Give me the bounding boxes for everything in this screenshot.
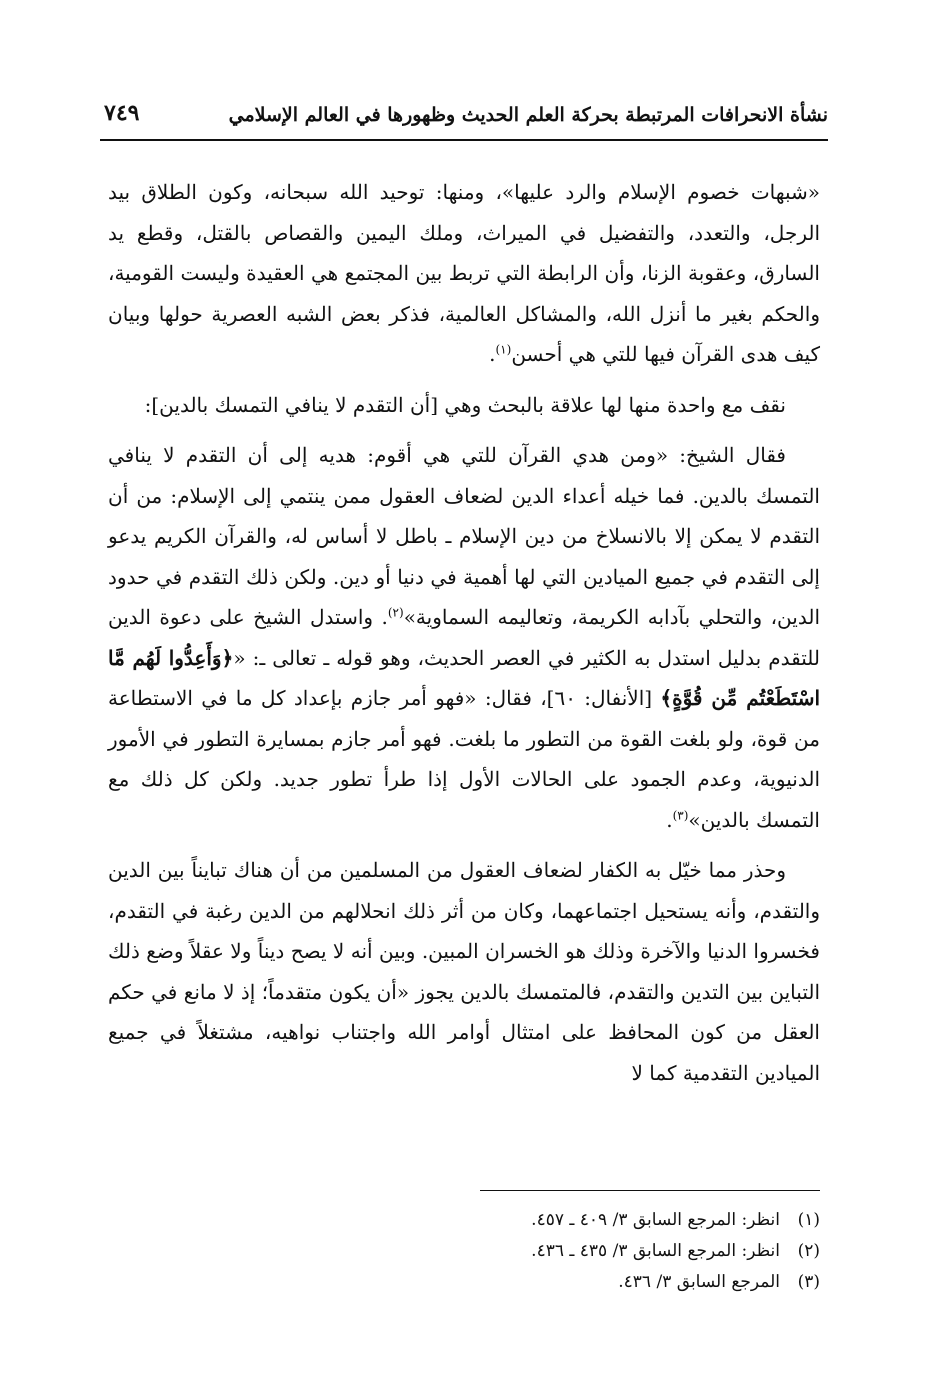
paragraph-text: نقف مع واحدة منها لها علاقة بالبحث وهي [أن التقدم لا ينافي التمسك بالدين]: <box>144 392 786 417</box>
footnote <box>380 1205 820 1236</box>
paragraph-text: . <box>489 342 496 366</box>
footnote-marker: (٣) <box>672 807 689 822</box>
footnote-text: انظر: المرجع السابق ٣/ ٤٣٥ ـ ٤٣٦. <box>531 1241 780 1261</box>
page-number: ٧٤٩ <box>104 100 140 126</box>
header-rule <box>100 139 828 141</box>
paragraph <box>108 435 820 840</box>
paragraph-text: فقال الشيخ: «ومن هدي القرآن للتي هي أقوم: هديه إلى أن التقدم لا ينافي التمسك بالدين. فما خيله أعداء الدين لضعاف العقول ممن ينتمي إلى الإسلام: من أن التقدم لا يمكن إلا بالانسلاخ من دين الإسلام ـ باطل لا أساس له، والقرآن الكريم يدعو إلى التقدم في جميع الميادين التي لها أهمية في دنيا أو دين. ولكن ذلك التقدم في حدود الدين، والتحلي بآدابه الكريمة، وتعاليمه السماوية» <box>108 443 820 629</box>
running-title: نشأة الانحرافات المرتبطة بحركة العلم الحديث وظهورها في العالم الإسلامي <box>228 104 828 126</box>
paragraph-text: «شبهات خصوم الإسلام والرد عليها»، ومنها: توحيد الله سبحانه، وكون الطلاق بيد الرجل، والتعدد، والتفضيل في الميراث، وملك اليمين والقصاص بالقتل، وقطع يد السارق، وعقوبة الزنا، وأن الرابطة التي تربط بين المجتمع هي العقيدة وليست القومية، والحكم بغير ما أنزل الله، والمشاكل العالمية، فذكر بعض الشبه العصرية حولها وبيان كيف هدى القرآن فيها للتي هي أحسن <box>108 180 821 366</box>
paragraph <box>108 172 820 375</box>
footnote <box>380 1236 820 1267</box>
footnotes <box>380 1205 820 1298</box>
footnote <box>380 1267 820 1298</box>
quran-verse: ﴿وَأَعِدُّوا لَهُم مَّا اسْتَطَعْتُم مِّن قُوَّةٍ﴾ <box>108 645 821 710</box>
footnote-separator <box>480 1190 820 1191</box>
paragraph-text: [الأنفال: ٦٠]، فقال: «فهو أمر جازم بإعداد كل ما في الاستطاعة من قوة، ولو بلغت القوة من التطور ما بلغت. فهو أمر جازم بمسايرة التطور في الأمور الدنيوية، وعدم الجمود على الحالات الأول إذا طرأ تطور جديد. ولكن كل ذلك مع التمسك بالدين» <box>108 686 820 832</box>
body-text <box>108 172 820 1103</box>
paragraph-text: . <box>666 807 673 832</box>
footnote-number: (٣) <box>797 1272 820 1292</box>
footnote-marker: (١) <box>495 342 512 357</box>
footnote-text: المرجع السابق ٣/ ٤٣٦. <box>618 1272 780 1292</box>
paragraph-text: . واستدل الشيخ على دعوة الدين للتقدم بدليل استدل به الكثير في العصر الحديث، وهو قوله ـ تعالى ـ: « <box>108 605 821 670</box>
paragraph <box>108 385 820 426</box>
footnote-text: انظر: المرجع السابق ٣/ ٤٠٩ ـ ٤٥٧. <box>531 1210 780 1230</box>
page-header <box>100 98 828 140</box>
footnote-number: (١) <box>797 1210 820 1230</box>
paragraph-text: وحذر مما خيّل به الكفار لضعاف العقول من المسلمين من أن هناك تبايناً بين الدين والتقدم، وأنه يستحيل اجتماعهما، وكان من أثر ذلك انحلالهم من الدين رغبة في التقدم، فخسروا الدنيا والآخرة وذلك هو الخسران المبين. وبين أنه لا يصح ديناً ولا عقلاً وضع ذلك التباين بين التدين والتقدم، فالمتمسك بالدين يجوز «أن يكون متقدماً؛ إذ لا مانع في حكم العقل من كون المحافظ على امتثال أوامر الله واجتناب نواهيه، مشتغلاً في جميع الميادين التقدمية كما لا <box>108 858 820 1085</box>
footnote-number: (٢) <box>797 1241 820 1261</box>
paragraph <box>108 850 820 1093</box>
footnote-marker: (٢) <box>387 605 404 620</box>
